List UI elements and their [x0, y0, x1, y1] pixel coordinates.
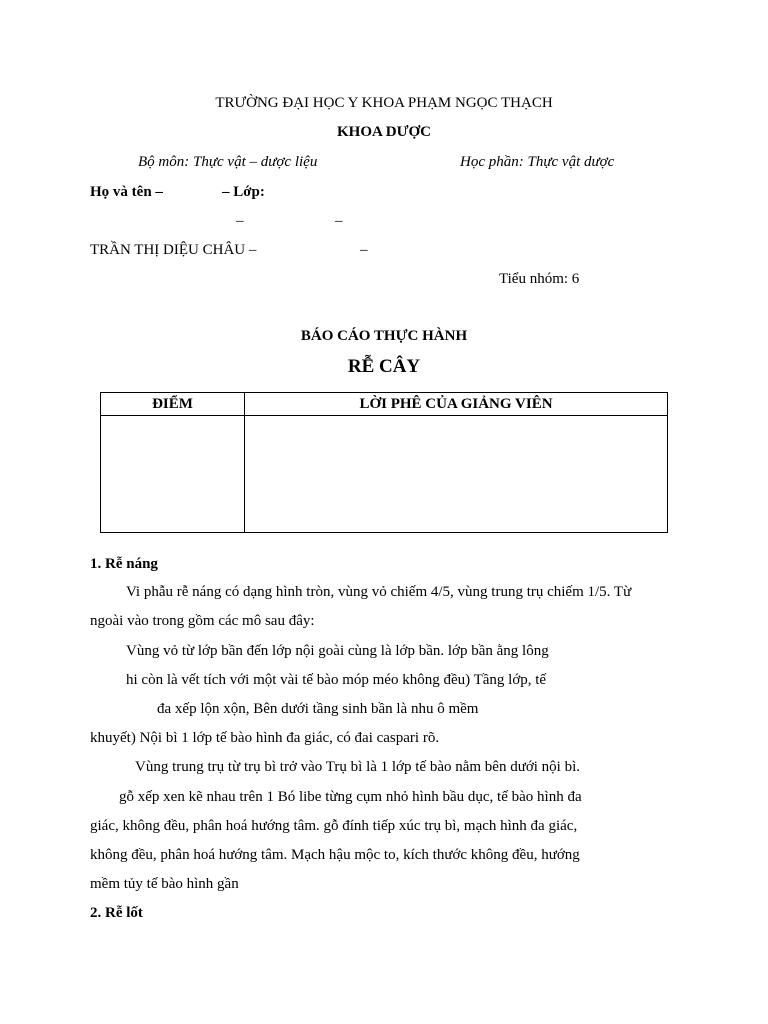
subgroup-label: Tiểu nhóm: 6: [499, 271, 580, 287]
body-line: ngoài vào trong gồm các mô sau đây:: [90, 613, 315, 629]
department-label: Bộ môn: Thực vật – dược liệu: [138, 154, 318, 170]
score-cell: [101, 416, 245, 533]
report-subtitle: RỄ CÂY: [347, 356, 421, 377]
blank-dash: –: [335, 213, 343, 229]
grade-table: [100, 392, 668, 533]
report-title: BÁO CÁO THỰC HÀNH: [300, 328, 468, 344]
body-line: mềm tủy tế bào hình gần: [90, 876, 239, 892]
faculty-name: KHOA DƯỢC: [336, 124, 432, 140]
student-name-label: Họ và tên –: [90, 184, 163, 200]
body-line: khuyết) Nội bì 1 lớp tế bào hình đa giác, có đai caspari rõ.: [90, 730, 440, 746]
blank-dash: –: [360, 242, 368, 258]
score-header: ĐIỂM: [101, 393, 245, 416]
body-line: Vùng vỏ từ lớp bần đến lớp nội goài cùng là lớp bần. lớp bần ằng lông: [126, 643, 549, 659]
class-label: – Lớp:: [222, 184, 265, 200]
comment-cell: [245, 416, 668, 533]
body-line: không đều, phân hoá hướng tâm. Mạch hậu mộc to, kích thước không đều, hướng: [90, 847, 580, 863]
section-1-heading: 1. Rễ náng: [90, 556, 158, 572]
section-2-heading: 2. Rễ lốt: [90, 905, 143, 921]
member-name: TRẦN THỊ DIỆU CHÂU –: [90, 242, 257, 258]
body-line: gỗ xếp xen kẽ nhau trên 1 Bó libe từng cụm nhỏ hình bầu dục, tế bào hình đa: [119, 789, 582, 805]
university-name: TRƯỜNG ĐẠI HỌC Y KHOA PHẠM NGỌC THẠCH: [215, 95, 553, 111]
course-label: Học phần: Thực vật dược: [460, 154, 615, 170]
comment-header: LỜI PHÊ CỦA GIẢNG VIÊN: [245, 393, 668, 416]
body-line: giác, không đều, phân hoá hướng tâm. gỗ đính tiếp xúc trụ bì, mạch hình đa giác,: [90, 818, 578, 834]
body-line: Vùng trung trụ từ trụ bì trở vào Trụ bì là 1 lớp tế bào nằm bên dưới nội bì.: [135, 759, 581, 775]
blank-dash: –: [236, 213, 244, 229]
body-line: đa xếp lộn xộn, Bên dưới tầng sinh bần là nhu ô mềm: [157, 701, 479, 717]
body-line: hi còn là vết tích với một vài tế bào móp méo không đều) Tầng lớp, tế: [126, 672, 547, 688]
body-line: Vi phẫu rễ náng có dạng hình tròn, vùng vỏ chiếm 4/5, vùng trung trụ chiếm 1/5. Từ: [126, 584, 632, 600]
